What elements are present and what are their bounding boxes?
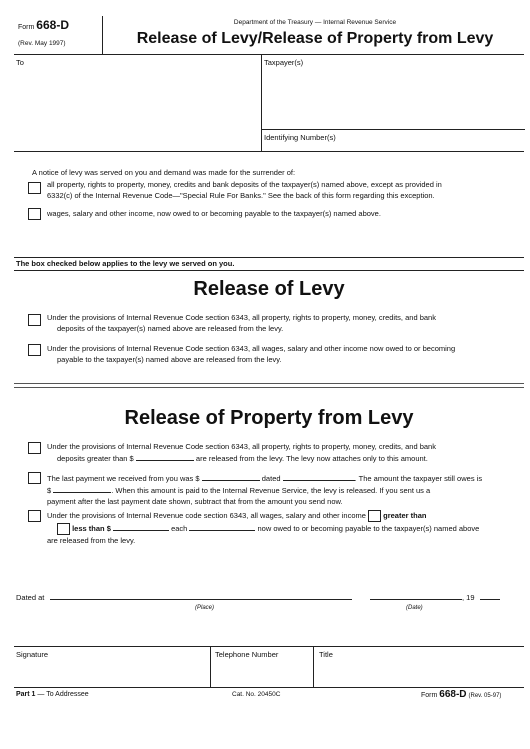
identifying-number-label: Identifying Number(s) — [262, 129, 525, 142]
taxpayer-column — [261, 55, 525, 151]
checkbox-all-property[interactable] — [28, 182, 41, 194]
part-recipient: — To Addressee — [35, 691, 89, 698]
checkbox-greater-than[interactable] — [368, 510, 381, 522]
release-property-line2: deposits of the taxpayer(s) named above are released from the levy. — [57, 324, 284, 333]
checkbox-wages-release[interactable] — [28, 510, 41, 522]
form-id-box — [14, 16, 103, 54]
telephone-label: Telephone Number — [215, 650, 279, 659]
form-number-line — [18, 18, 69, 32]
levy-option-property-line1: all property, rights to property, money, credits and bank deposits of the taxpayer(s) named above, except as provided in — [47, 180, 442, 189]
divider — [14, 257, 524, 258]
place-field[interactable] — [50, 599, 352, 600]
checkbox-last-payment[interactable] — [28, 472, 41, 484]
dated-at-label: Dated at — [16, 593, 45, 602]
wages-period-field[interactable] — [189, 522, 255, 531]
footer-form-word: Form — [421, 692, 438, 699]
last-payment-date-field[interactable] — [283, 472, 355, 481]
wages-release-line2: now owed to or becoming payable to the taxpayer(s) named above — [257, 524, 480, 534]
amount-owed-field[interactable] — [53, 484, 111, 493]
to-label: To — [16, 58, 24, 67]
title-label: Title — [319, 650, 333, 659]
payment-subtract-text: payment after the last payment date shown, subtract that from the amount you send now. — [47, 497, 343, 506]
form-word: Form — [18, 24, 35, 31]
taxpayer-label: Taxpayer(s) — [264, 58, 304, 67]
column-divider — [210, 647, 211, 687]
last-payment-text — [47, 472, 482, 507]
dollar-sign: $ — [47, 486, 52, 495]
wages-release-text — [47, 510, 524, 546]
footer-form-number: 668-D — [439, 689, 467, 700]
release-wages-line2: payable to the taxpayer(s) named above are released from the levy. — [57, 355, 282, 364]
signature-label: Signature — [16, 650, 49, 659]
part-number: Part 1 — [16, 691, 36, 698]
property-greater-line1: Under the provisions of Internal Revenue Code section 6343, all property, rights to property, money, credits, and bank — [47, 442, 436, 451]
box-checked-note: The box checked below applies to the levy we served on you. — [16, 259, 235, 268]
wages-amount-field[interactable] — [113, 522, 169, 531]
date-field[interactable] — [370, 599, 462, 600]
checkbox-release-wages[interactable] — [28, 344, 41, 356]
payment-release-text: . When this amount is paid to the Internal Revenue Service, the levy is released. If you sent us a — [111, 486, 431, 495]
catalog-number: Cat. No. 20450C — [232, 691, 281, 698]
greater-than-label: greater than — [383, 511, 427, 520]
column-divider — [313, 647, 314, 687]
year-field[interactable] — [480, 599, 500, 600]
levy-option-property — [47, 179, 442, 201]
year-prefix: , 19 — [462, 593, 475, 602]
last-payment-amount-field[interactable] — [202, 472, 260, 481]
checkbox-property-greater-than[interactable] — [28, 442, 41, 454]
release-property-text — [47, 312, 436, 334]
release-wages-line1: Under the provisions of Internal Revenue Code section 6343, all wages, salary and other income now owed to or becoming — [47, 344, 456, 353]
less-than-label: less than $ — [72, 524, 111, 534]
checkbox-less-than[interactable] — [57, 523, 70, 535]
signature-row — [14, 646, 524, 688]
footer-form-id — [421, 689, 501, 700]
amount-greater-than-field[interactable] — [136, 452, 194, 461]
release-of-property-title: Release of Property from Levy — [124, 407, 414, 429]
divider — [14, 270, 524, 271]
page-title: Release of Levy/Release of Property from Levy — [136, 30, 494, 47]
levy-option-property-line2: 6332(c) of the Internal Revenue Code—"Special Rule For Banks." See the back of this form regarding this exception. — [47, 191, 435, 200]
release-of-levy-title: Release of Levy — [193, 278, 345, 300]
form-revision: (Rev. May 1997) — [18, 40, 66, 47]
date-caption: (Date) — [406, 605, 423, 611]
form-page — [14, 16, 524, 700]
part-label — [16, 691, 89, 698]
place-caption: (Place) — [195, 605, 215, 611]
levy-option-wages: wages, salary and other income, now owed to or becoming payable to the taxpayer(s) named above. — [47, 209, 381, 218]
each-label: each — [171, 524, 188, 534]
dated-label: dated — [261, 474, 281, 483]
double-divider — [14, 383, 524, 388]
amount-owed-label: . The amount the taxpayer still owes is — [354, 474, 483, 483]
department-name: Department of the Treasury — Internal Revenue Service — [233, 19, 397, 26]
property-greater-rest: are released from the levy. The levy now attaches only to this amount. — [195, 454, 428, 463]
levy-notice-text: A notice of levy was served on you and demand was made for the surrender of: — [32, 168, 296, 177]
release-property-line1: Under the provisions of Internal Revenue Code section 6343, all property, rights to property, money, credits, and bank — [47, 313, 436, 322]
address-block — [14, 55, 524, 152]
wages-release-line1: Under the provisions of Internal Revenue code section 6343, all wages, salary and other income — [47, 511, 366, 520]
checkbox-wages[interactable] — [28, 208, 41, 220]
property-greater-than-text — [47, 441, 436, 464]
property-greater-label: deposits greater than $ — [57, 454, 134, 463]
footer-revision: (Rev. 05-97) — [468, 693, 502, 699]
wages-release-line3: are released from the levy. — [47, 536, 136, 546]
form-header — [14, 16, 524, 55]
form-number: 668-D — [36, 18, 69, 32]
checkbox-release-property[interactable] — [28, 314, 41, 326]
release-wages-text — [47, 343, 455, 365]
last-payment-label: The last payment we received from you was $ — [47, 474, 200, 483]
